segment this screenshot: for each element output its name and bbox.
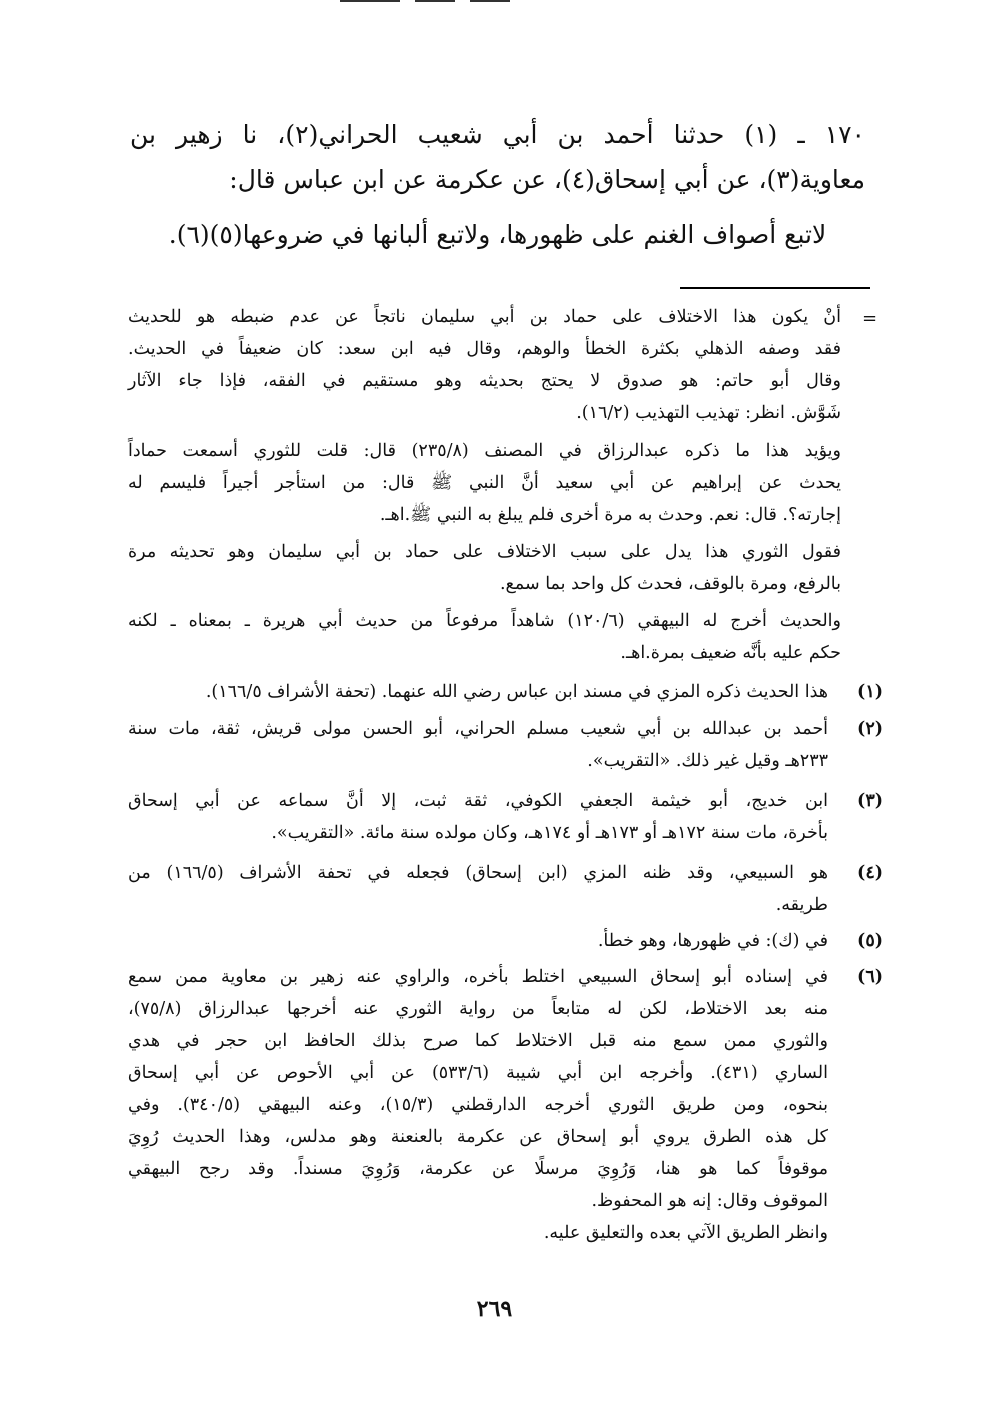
footnote-line: هو السبيعي، وقد ظنه المزي (ابن إسحاق) فجعله في تحفة الأشراف (١٦٦/٥) من [128,863,829,883]
footnote-line: في (ك): في ظهورها، وهو خطأ. [597,931,828,951]
page-number: ٢٦٩ [476,1296,513,1322]
footnote-line: كل هذه الطرق يروي أبو إسحاق عن عكرمة بالعنعنة وهو مدلس، وهذا الحديث رُوِيَ [128,1127,828,1147]
footnote-line: ٢٣٣هـ وقيل غير ذلك. «التقريب». [587,751,828,771]
footnote-line: أحمد بن عبدالله بن أبي شعيب مسلم الحراني، أبو الحسن مولى قريش، ثقة، مات سنة [128,719,828,739]
footnote-line: بنحوه، ومن طريق الثوري أخرجه الدارقطني (١٥/٣)، وعنه البيهقي (٣٤٠/٥). وفي [128,1095,829,1115]
footnote-line: وقال أبو حاتم: هو صدوق لا يحتج بحديثه وهو مستقيم في الفقه، فإذا جاء الآثار [128,371,841,391]
footnote-line: الساري (٤٣١). وأخرجه ابن أبي شيبة (٥٣٣/٦) عن أبي الأحوص عن أبي إسحاق [128,1063,828,1083]
footnote-line: طريقه. [775,895,828,915]
footnote-line: في إسناده أبو إسحاق السبيعي اختلط بأخره، والراوي عنه زهير بن معاوية ممن سمع [128,967,828,987]
hadith-isnad-line-1: ١٧٠ ـ (١) حدثنا أحمد بن أبي شعيب الحراني(٢)، نا زهير بن [130,120,865,149]
footnote-number: (٤) [857,863,883,883]
footnote-line: فقول الثوري هذا يدل على سبب الاختلاف على حماد بن أبي سليمان وهو تحديثه مرة [128,542,841,562]
footnote-number: (٥) [857,931,883,951]
footnote-line: أنْ يكون هذا الاختلاف على حماد بن أبي سليمان ناتجاً عن عدم ضبطه هو للحديث [128,307,841,327]
footnote-separator [680,287,870,289]
hadith-isnad-line-2: معاوية(٣)، عن أبي إسحاق(٤)، عن عكرمة عن ابن عباس قال: [229,165,865,194]
footnote-line: موقوفاً كما هو هنا، وَرُوِيَ مرسلًا عن عكرمة، وَرُوِيَ مسنداً. وقد رجح البيهقي [128,1159,828,1179]
scan-mark [340,0,400,2]
footnote-line: بالرفع، ومرة بالوقف، فحدث كل واحد بما سمع. [499,574,841,594]
footnote-line: والحديث أخرج له البيهقي (١٢٠/٦) شاهداً مرفوعاً من حديث أبي هريرة ـ بمعناه ـ لكنه [128,611,841,631]
footnote-line: يحدث عن إبراهيم عن أبي سعيد أنَّ النبي ﷺ قال: من استأجر أجيراً فليسم له [128,473,841,493]
footnote-number: (٢) [857,719,883,739]
continuation-mark: = [862,308,878,329]
footnote-number: (٣) [857,791,883,811]
footnote-line: وانظر الطريق الآتي بعده والتعليق عليه. [543,1223,828,1243]
footnote-number: (١) [857,682,883,702]
hadith-matn: لاتبع أصواف الغنم على ظهورها، ولاتبع ألبانها في ضروعها(٥)(٦). [168,220,827,249]
footnote-line: إجارته؟. قال: نعم. وحدث به مرة أخرى فلم يبلغ به النبي ﷺ.اهـ. [379,505,841,525]
footnote-line: بأخرة، مات سنة ١٧٢هـ أو ١٧٣هـ أو ١٧٤هـ، وكان مولده سنة مائة. «التقريب». [271,823,828,843]
footnote-line: ويؤيد هذا ما ذكره عبدالرزاق في المصنف (٢٣٥/٨) قال: قلت للثوري أسمعت حماداً [128,441,841,461]
footnote-line: الموقوف وقال: إنه هو المحفوظ. [591,1191,828,1211]
footnote-line: منه بعد الاختلاط، لكن له متابعاً من رواية الثوري عنه أخرجها عبدالرزاق (٧٥/٨)، [128,999,828,1019]
footnote-line: ابن خديج، أبو خيثمة الجعفي الكوفي، ثقة ثبت، إلا أنَّ سماعه عن أبي إسحاق [128,791,828,811]
footnote-line: شَوَّش. انظر: تهذيب التهذيب (١٦/٢). [576,403,841,423]
footnote-number: (٦) [857,967,883,987]
footnote-line: هذا الحديث ذكره المزي في مسند ابن عباس رضي الله عنهما. (تحفة الأشراف ١٦٦/٥). [205,682,828,702]
scan-mark [415,0,455,2]
footnote-line: فقد وصفه الذهلي بكثرة الخطأ والوهم، وقال فيه ابن سعد: كان ضعيفاً في الحديث. [128,339,841,359]
footnote-line: والثوري ممن سمع منه قبل الاختلاط كما صرح بذلك الحافظ ابن حجر في هدي [128,1031,828,1051]
scan-mark [470,0,510,2]
footnote-line: حكم عليه بأنَّه ضعيف بمرة.اهـ. [620,643,841,663]
